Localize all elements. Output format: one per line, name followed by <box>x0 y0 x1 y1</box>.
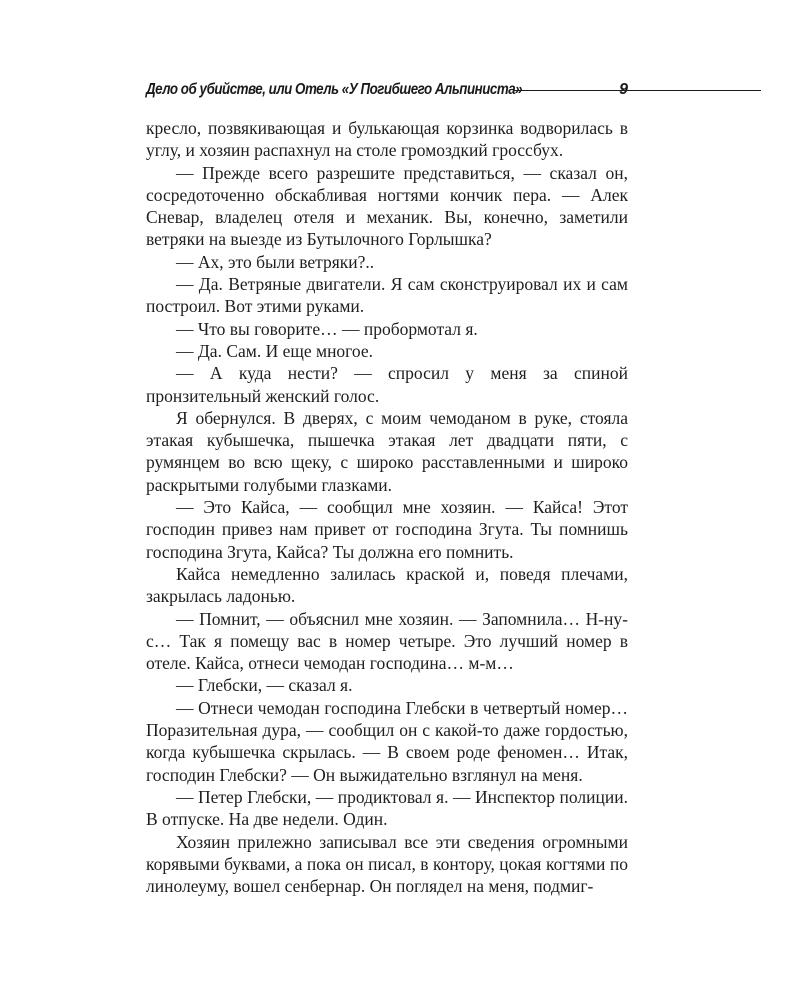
paragraph: — Да. Ветряные двигатели. Я сам сконструировал их и сам построил. Вот этими руками. <box>146 274 628 317</box>
page-number: 9 <box>619 81 628 98</box>
paragraph-last: Хозяин прилежно записывал все эти сведения огромными корявыми буквами, а пока он писал, в контору, цокая когтями по линолеуму, вошел сенбернар. Он поглядел на меня, подмиг- <box>146 831 628 897</box>
paragraph: — Помнит, — объяснил мне хозяин. — Запомнила… Н-ну-с… Так я помещу вас в номер четыре. Это лучший номер в отеле. Кайса, отнеси чемодан господина… м-м… <box>146 608 628 674</box>
paragraph: — Отнеси чемодан господина Глебски в четвертый номер… Поразительная дура, — сообщил он с какой-то даже гордостью, когда кубышечка скрылась. — В своем роде феномен… Итак, господин Глебски? — Он выжидательно взглянул на меня. <box>146 697 628 785</box>
paragraph: Кайса немедленно залилась краской и, поведя плечами, закрылась ладонью. <box>146 563 628 607</box>
running-header <box>146 78 628 102</box>
paragraph: — А куда нести? — спросил у меня за спиной пронзительный женский голос. <box>146 363 628 406</box>
paragraph: — Петер Глебски, — продиктовал я. — Инспектор полиции. В отпуске. На две недели. Один. <box>146 786 628 830</box>
paragraph-continuation: кресло, позвякивающая и булькающая корзинка водворилась в углу, и хозяин распахнул на столе громоздкий гроссбух. <box>146 118 628 161</box>
paragraph: — Это Кайса, — сообщил мне хозяин. — Кайса! Этот господин привез нам привет от господина Згута. Ты помнишь господина Згута, Кайса? Ты должна его помнить. <box>146 497 628 562</box>
paragraph: Я обернулся. В дверях, с моим чемоданом в руке, стояла этакая кубышечка, пышечка этакая лет двадцати пяти, с румянцем во всю щеку, с широко расставленными и широко раскрытыми голубыми глазками. <box>146 407 628 495</box>
paragraph: — Что вы говорите… — пробормотал я. <box>176 318 478 339</box>
running-title: Дело об убийстве, или Отель «У Погибшего Альпиниста» <box>146 81 523 98</box>
paragraph: — Глебски, — сказал я. <box>176 675 353 696</box>
header-rule <box>514 90 761 91</box>
body-text <box>146 117 628 897</box>
paragraph: — Да. Сам. И еще многое. <box>176 340 374 361</box>
paragraph: — Ах, это были ветряки?.. <box>176 251 375 272</box>
paragraph: — Прежде всего разрешите представиться, — сказал он, сосредоточенно обскабливая ногтями кончик пера. — Алек Сневар, владелец отеля и механик. Вы, конечно, заметили ветряки на выезде из Бутылочного Горлышка? <box>146 162 628 250</box>
